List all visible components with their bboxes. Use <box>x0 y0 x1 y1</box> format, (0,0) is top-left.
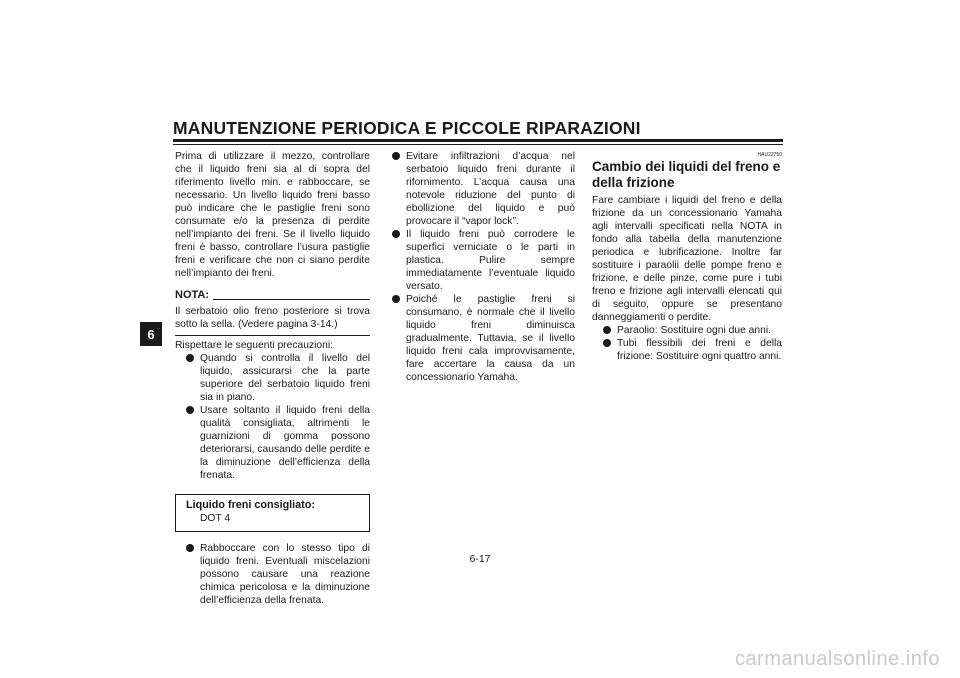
list-item-text: Evitare infiltrazioni d’acqua nel serbatoio liquido freni durante il rifornimento. L’acqua causa una notevole riduzione del punto di ebollizione del liquido e può provocare il “vapor lock”. <box>406 151 575 227</box>
chapter-tab: 6 <box>140 322 162 346</box>
list-item <box>390 228 575 293</box>
section-paragraph: Fare cambiare i liquidi del freno e della frizione da un concessionario Yamaha agli intervalli specificati nella NOTA in fondo alla tabella della manutenzione periodica e lubrificazione. Inoltre far sostituire i paraolii delle pompe freno e frizione, e delle pinze, come pure i tubi freno e frizione agli intervalli elencati qui di seguito, oppure se presentano danneggiamenti o perdite. <box>592 195 782 323</box>
bullet-icon <box>186 354 194 362</box>
intro-paragraph: Prima di utilizzare il mezzo, controllare che il liquido freni sia al di sopra del riferimento livello min. e rabboccare, se necessario. Un livello liquido freni basso può indicare che le pastiglie freni sono consumate e/o la presenza di perdite nell’impianto dei freni. Se il livello liquido freni è basso, controllare l’usura pastiglie freni e verificare che non ci siano perdite nell’impianto dei freni. <box>175 151 370 279</box>
spec-value: DOT 4 <box>200 513 231 524</box>
spec-box <box>175 494 370 532</box>
list-item-text: Tubi flessibili dei freni e della frizione: Sostituire ogni quattro anni. <box>617 338 782 362</box>
precautions-list <box>175 352 370 482</box>
bullet-icon <box>392 230 400 238</box>
column-left <box>175 150 370 607</box>
bullet-icon <box>392 152 400 160</box>
list-item <box>390 150 575 228</box>
list-item <box>175 404 370 482</box>
bullet-icon <box>186 406 194 414</box>
precautions-intro: Rispettare le seguenti precauzioni: <box>175 340 333 351</box>
note-text: Il serbatoio olio freno posteriore si trova sotto la sella. (Vedere pagina 3-14.) <box>175 306 370 330</box>
warnings-list <box>390 150 575 384</box>
column-right <box>592 150 782 363</box>
note-label: NOTA: <box>175 289 210 301</box>
list-item <box>175 352 370 404</box>
list-item-text: Poiché le pastiglie freni si consumano, è normale che il livello liquido freni diminuisca gradualmente. Tuttavia, se il livello liquido freni cala improvvisamente, fare accertare la causa da un concessionario Yamaha. <box>406 294 575 383</box>
column-middle <box>390 150 575 384</box>
header-rule-thick <box>173 139 783 142</box>
page-number: 6-17 <box>469 553 491 565</box>
list-item <box>592 324 782 337</box>
watermark: carmanualsonline.info <box>734 648 940 670</box>
list-item <box>390 293 575 384</box>
spec-label: Liquido freni consigliato: <box>186 499 315 511</box>
bullet-icon <box>392 295 400 303</box>
list-item-text: Paraolio: Sostituire ogni due anni. <box>617 325 771 336</box>
bullet-icon <box>186 544 194 552</box>
list-item <box>175 542 370 607</box>
bullet-icon <box>603 339 611 347</box>
note-rule <box>213 299 370 300</box>
precautions-list-2 <box>175 542 370 607</box>
replacement-list <box>592 324 782 363</box>
page-header-title: MANUTENZIONE PERIODICA E PICCOLE RIPARAZIONI <box>173 118 641 138</box>
section-code: HAU22750 <box>757 152 782 158</box>
list-item-text: Usare soltanto il liquido freni della qualità consigliata, altrimenti le guarnizioni di gomma possono deteriorarsi, causando delle perdite e la diminuzione dell’efficienza della frenata. <box>200 405 370 481</box>
list-item <box>592 337 782 363</box>
list-item-text: Rabboccare con lo stesso tipo di liquido freni. Eventuali miscelazioni possono causare una reazione chimica pericolosa e la diminuzione dell’efficienza della frenata. <box>200 543 370 606</box>
list-item-text: Quando si controlla il livello del liquido, assicurarsi che la parte superiore del serbatoio liquido freni sia in piano. <box>200 353 370 403</box>
note-end-rule <box>175 335 370 336</box>
list-item-text: Il liquido freni può corrodere le superfici verniciate o le parti in plastica. Pulire sempre immediatamente l’eventuale liquido versato. <box>406 229 575 292</box>
header-rule-thin <box>173 144 783 145</box>
section-title: Cambio dei liquidi del freno e della frizione <box>592 159 781 190</box>
bullet-icon <box>603 326 611 334</box>
note-heading <box>175 289 370 302</box>
